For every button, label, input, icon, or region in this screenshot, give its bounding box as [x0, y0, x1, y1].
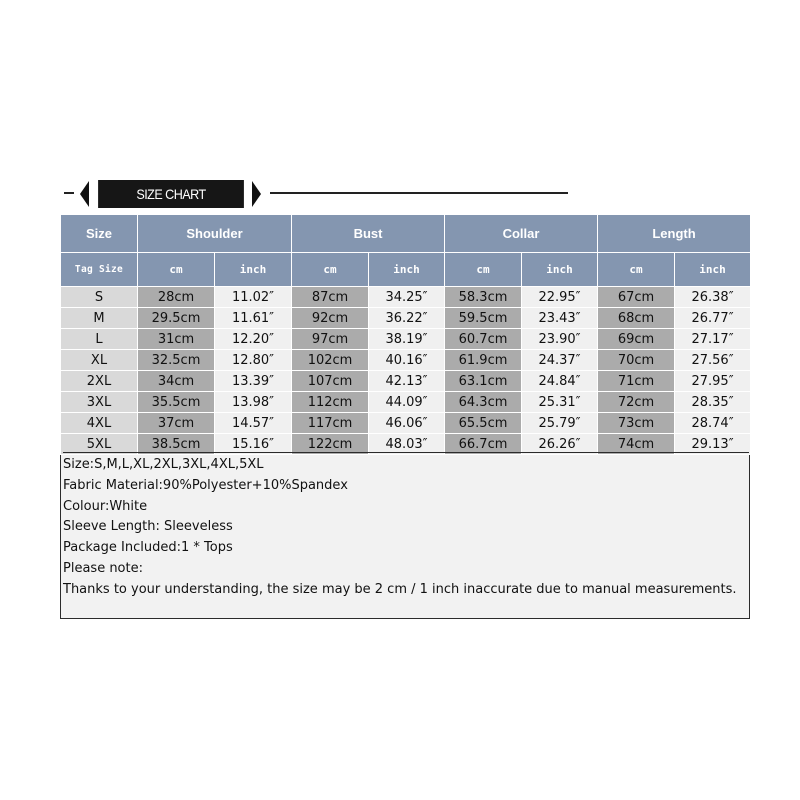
subheader-collar-cm: cm	[445, 253, 522, 287]
cell-collar-inch: 26.26″	[522, 434, 598, 455]
cell-bust-inch: 38.19″	[369, 329, 445, 350]
table-subheader-row	[61, 253, 751, 287]
banner-right-tip	[252, 181, 261, 207]
cell-size: M	[61, 308, 138, 329]
note-line: Please note:	[63, 560, 143, 576]
cell-collar-inch: 24.37″	[522, 350, 598, 371]
table-row	[61, 392, 751, 413]
cell-length-inch: 26.77″	[675, 308, 751, 329]
cell-collar-cm: 58.3cm	[445, 287, 522, 308]
cell-shoulder-cm: 38.5cm	[138, 434, 215, 455]
table-row	[61, 350, 751, 371]
cell-size: L	[61, 329, 138, 350]
cell-size: 4XL	[61, 413, 138, 434]
cell-size: 5XL	[61, 434, 138, 455]
banner-rule	[270, 192, 568, 194]
cell-collar-inch: 25.31″	[522, 392, 598, 413]
subheader-tag-size: Tag Size	[61, 253, 138, 287]
cell-bust-inch: 44.09″	[369, 392, 445, 413]
cell-length-cm: 68cm	[598, 308, 675, 329]
note-line: Thanks to your understanding, the size may be 2 cm / 1 inch inaccurate due to manual measurements.	[63, 581, 737, 597]
subheader-length-inch: inch	[675, 253, 751, 287]
cell-length-cm: 74cm	[598, 434, 675, 455]
table-row	[61, 308, 751, 329]
table-row	[61, 329, 751, 350]
cell-collar-inch: 22.95″	[522, 287, 598, 308]
cell-collar-cm: 66.7cm	[445, 434, 522, 455]
cell-bust-cm: 92cm	[292, 308, 369, 329]
cell-shoulder-cm: 32.5cm	[138, 350, 215, 371]
cell-length-inch: 27.56″	[675, 350, 751, 371]
cell-length-cm: 69cm	[598, 329, 675, 350]
cell-shoulder-inch: 11.02″	[215, 287, 292, 308]
cell-collar-inch: 23.43″	[522, 308, 598, 329]
cell-collar-cm: 61.9cm	[445, 350, 522, 371]
cell-shoulder-inch: 13.39″	[215, 371, 292, 392]
cell-bust-cm: 112cm	[292, 392, 369, 413]
cell-bust-inch: 42.13″	[369, 371, 445, 392]
cell-bust-cm: 97cm	[292, 329, 369, 350]
cell-shoulder-cm: 31cm	[138, 329, 215, 350]
cell-size: 3XL	[61, 392, 138, 413]
cell-shoulder-inch: 14.57″	[215, 413, 292, 434]
cell-shoulder-cm: 28cm	[138, 287, 215, 308]
cell-length-inch: 29.13″	[675, 434, 751, 455]
header-bust: Bust	[292, 215, 445, 253]
cell-size: 2XL	[61, 371, 138, 392]
cell-bust-cm: 107cm	[292, 371, 369, 392]
size-table-body	[61, 287, 751, 455]
cell-length-cm: 73cm	[598, 413, 675, 434]
size-chart-banner	[60, 180, 580, 208]
subheader-length-cm: cm	[598, 253, 675, 287]
cell-length-cm: 72cm	[598, 392, 675, 413]
cell-shoulder-cm: 29.5cm	[138, 308, 215, 329]
cell-shoulder-inch: 15.16″	[215, 434, 292, 455]
size-table	[60, 214, 751, 455]
cell-shoulder-inch: 12.20″	[215, 329, 292, 350]
note-line: Sleeve Length: Sleeveless	[63, 519, 233, 535]
cell-bust-cm: 117cm	[292, 413, 369, 434]
cell-collar-inch: 23.90″	[522, 329, 598, 350]
cell-bust-cm: 87cm	[292, 287, 369, 308]
cell-collar-cm: 60.7cm	[445, 329, 522, 350]
note-line: Size:S,M,L,XL,2XL,3XL,4XL,5XL	[63, 457, 264, 472]
size-chart-panel	[60, 214, 750, 619]
cell-length-cm: 71cm	[598, 371, 675, 392]
table-header-row	[61, 215, 751, 253]
cell-bust-inch: 40.16″	[369, 350, 445, 371]
cell-bust-inch: 48.03″	[369, 434, 445, 455]
cell-bust-cm: 102cm	[292, 350, 369, 371]
cell-length-cm: 70cm	[598, 350, 675, 371]
subheader-shoulder-inch: inch	[215, 253, 292, 287]
product-notes	[63, 452, 749, 601]
banner-left-dash	[64, 192, 74, 194]
cell-shoulder-cm: 37cm	[138, 413, 215, 434]
table-row	[61, 413, 751, 434]
subheader-collar-inch: inch	[522, 253, 598, 287]
note-line: Colour:White	[63, 498, 148, 514]
cell-bust-inch: 46.06″	[369, 413, 445, 434]
cell-shoulder-inch: 13.98″	[215, 392, 292, 413]
note-line: Package Included:1 * Tops	[63, 540, 233, 556]
cell-length-cm: 67cm	[598, 287, 675, 308]
banner-title: SIZE CHART	[98, 180, 244, 208]
cell-shoulder-inch: 12.80″	[215, 350, 292, 371]
cell-length-inch: 27.17″	[675, 329, 751, 350]
note-line: Fabric Material:90%Polyester+10%Spandex	[63, 477, 348, 493]
cell-collar-inch: 24.84″	[522, 371, 598, 392]
header-length: Length	[598, 215, 751, 253]
cell-length-inch: 28.74″	[675, 413, 751, 434]
header-shoulder: Shoulder	[138, 215, 292, 253]
subheader-bust-inch: inch	[369, 253, 445, 287]
cell-bust-inch: 36.22″	[369, 308, 445, 329]
cell-shoulder-cm: 35.5cm	[138, 392, 215, 413]
table-row	[61, 371, 751, 392]
subheader-bust-cm: cm	[292, 253, 369, 287]
header-collar: Collar	[445, 215, 598, 253]
cell-size: S	[61, 287, 138, 308]
cell-size: XL	[61, 350, 138, 371]
cell-length-inch: 26.38″	[675, 287, 751, 308]
header-size: Size	[61, 215, 138, 253]
cell-length-inch: 27.95″	[675, 371, 751, 392]
cell-collar-cm: 59.5cm	[445, 308, 522, 329]
cell-bust-inch: 34.25″	[369, 287, 445, 308]
cell-bust-cm: 122cm	[292, 434, 369, 455]
cell-collar-cm: 64.3cm	[445, 392, 522, 413]
cell-collar-cm: 65.5cm	[445, 413, 522, 434]
cell-shoulder-cm: 34cm	[138, 371, 215, 392]
table-row	[61, 287, 751, 308]
subheader-shoulder-cm: cm	[138, 253, 215, 287]
cell-collar-cm: 63.1cm	[445, 371, 522, 392]
banner-left-tip	[80, 181, 89, 207]
cell-length-inch: 28.35″	[675, 392, 751, 413]
cell-collar-inch: 25.79″	[522, 413, 598, 434]
cell-shoulder-inch: 11.61″	[215, 308, 292, 329]
